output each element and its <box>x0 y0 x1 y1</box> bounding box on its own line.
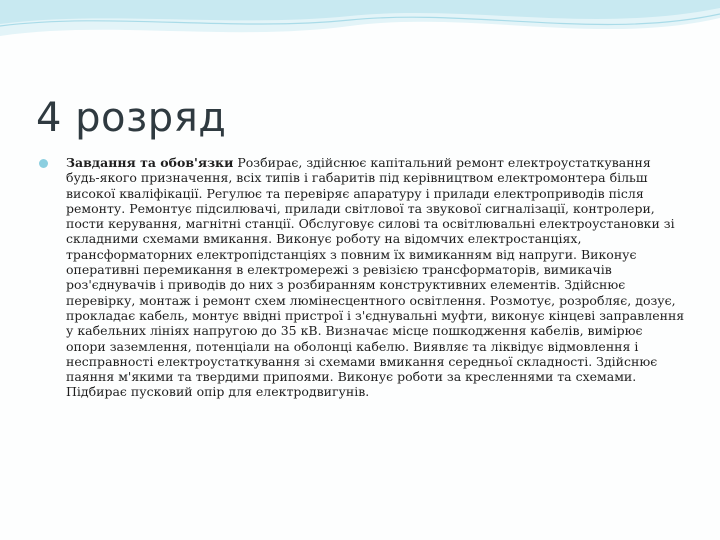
slide-title: 4 розряд <box>36 95 227 141</box>
bullet-body: Розбирає, здійснює капітальний ремонт електроустаткування будь-якого призначення, всіх типів і габаритів під керівництвом електромонтера більш високої кваліфікації. Регулює та перевіряє апаратуру і прилади електроприводів після ремонту. Ремонтує підсилювачі, прилади світлової та звукової сигналізації, контролери, пости керування, магнітні станції. Обслуговує силові та освітлювальні електроустановки зі складними схемами вмикання. Виконує роботу на відомчих електростанціях, трансформаторних електропідстанціях з повним їх вимиканням від напруги. Виконує оперативні перемикання в електромережі з ревізією трансформаторів, вимикачів роз'єднувачів і приводів до них з розбиранням конструктивних елементів. Здійснює перевірку, монтаж і ремонт схем люмінесцентного освітлення. Розмотує, розробляє, дозує, прокладає кабель, монтує ввідні пристрої і з'єднувальні муфти, виконує кінцеві заправлення у кабельних лініях напругою до 35 кВ. Визначає місце пошкодження кабелів, вимірює опори заземлення, потенціали на оболонці кабелю. Виявляє та ліквідує відмовлення і несправності електроустаткування зі схемами вмикання середньої складності. Здійснює паяння м'якими та твердими припоями. Виконує роботи за кресленнями та схемами. Підбирає пусковий опір для електродвигунів. <box>66 155 685 400</box>
bullet-list <box>36 155 686 400</box>
decorative-wave <box>0 0 720 80</box>
bullet-dot-icon <box>39 159 48 168</box>
bullet-lead: Завдання та обов'язки <box>66 155 234 170</box>
list-item <box>36 155 686 400</box>
bullet-paragraph <box>66 155 686 400</box>
